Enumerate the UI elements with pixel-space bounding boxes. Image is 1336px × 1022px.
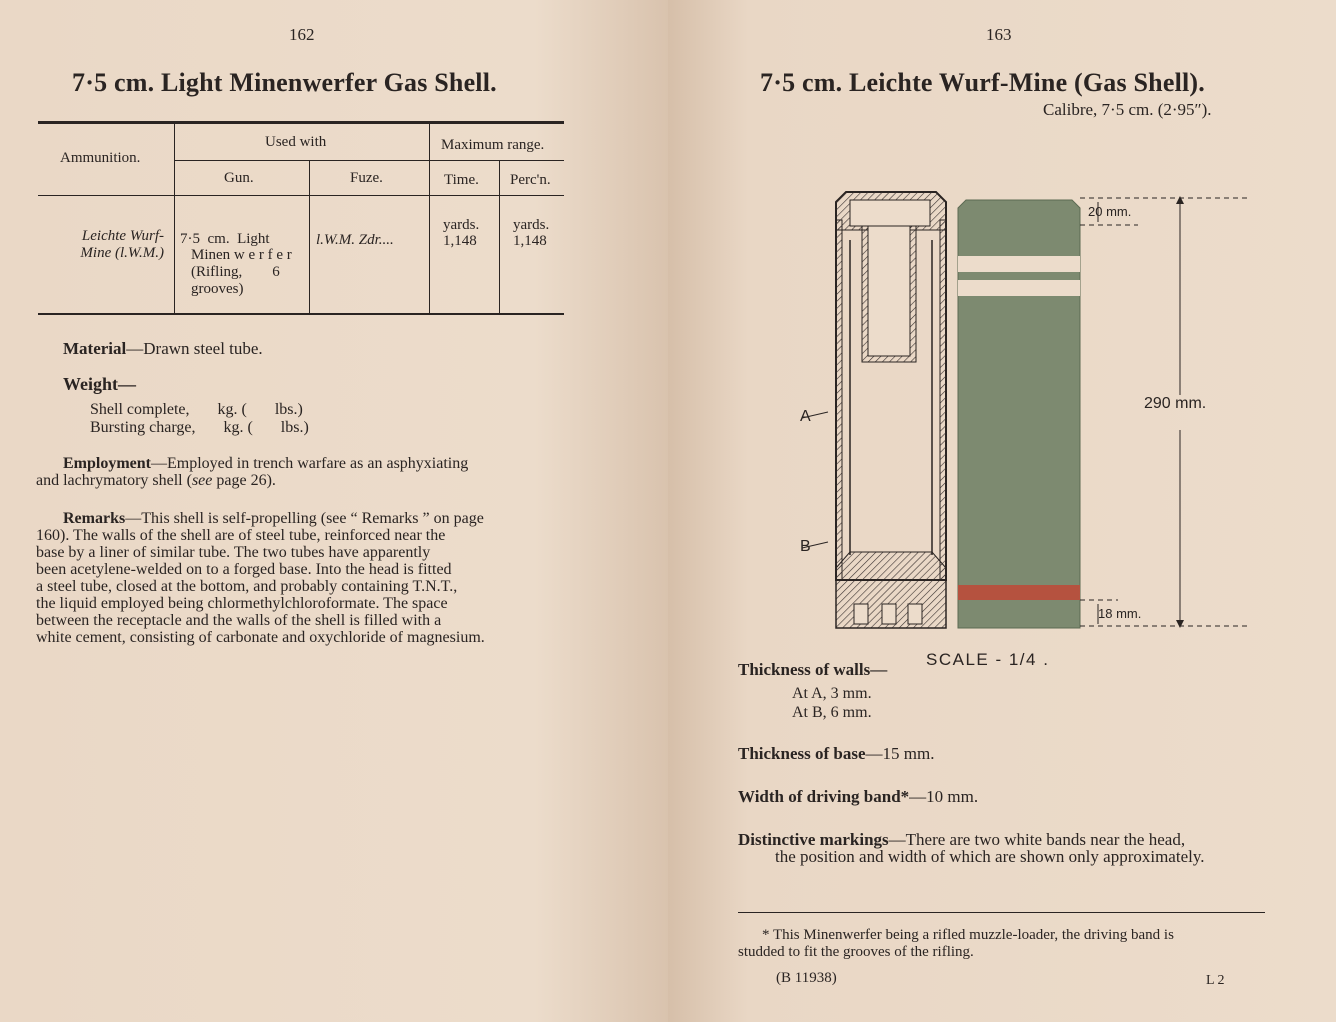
material-label: Material <box>63 339 127 358</box>
remarks-label: Remarks <box>63 510 126 527</box>
thickness-walls-label: Thickness of walls— <box>738 660 888 679</box>
markings-label: Distinctive markings <box>738 830 889 849</box>
remarks-line-3: base by a liner of similar tube. The two tubes have apparently <box>36 544 431 561</box>
footnote-line-2: studded to fit the grooves of the rifling. <box>738 944 974 960</box>
thickness-walls-b: At B, 6 mm. <box>792 704 872 721</box>
right-page <box>668 0 1336 1022</box>
remarks-line-7: between the receptacle and the walls of the shell is filled with a <box>36 612 442 629</box>
thickness-base-text: —15 mm. <box>865 744 935 763</box>
header-max-range: Maximum range. <box>441 137 545 153</box>
remarks-line-1: —This shell is self-propelling (see “ Remarks ” on page <box>125 510 484 527</box>
header-percn: Perc'n. <box>510 172 551 188</box>
header-fuze: Fuze. <box>350 170 383 186</box>
scale-label: SCALE - 1/4 . <box>926 650 1050 669</box>
cell-time-value: 1,148 <box>443 233 477 249</box>
markings-text-2: the position and width of which are shown only approximately. <box>775 847 1205 866</box>
remarks-line-5: a steel tube, closed at the bottom, and probably containing T.N.T., <box>36 578 458 595</box>
header-used-with: Used with <box>265 134 327 150</box>
driving-band-label: Width of driving band* <box>738 787 910 806</box>
signature-mark: L 2 <box>1206 973 1225 988</box>
cell-ammunition-2: Mine (l.W.M.) <box>80 245 164 261</box>
header-time: Time. <box>444 172 479 188</box>
remarks-line-2: 160). The walls of the shell are of steel tube, reinforced near the <box>36 527 446 544</box>
thickness-base-paragraph <box>738 745 934 762</box>
remarks-paragraph <box>36 510 568 646</box>
header-ammunition: Ammunition. <box>60 150 141 166</box>
thickness-walls-a: At A, 3 mm. <box>792 685 872 702</box>
dim-top: 20 mm. <box>1088 204 1132 219</box>
page-number-right: 163 <box>986 25 1012 44</box>
cell-percn-unit: yards. <box>513 217 550 233</box>
cell-gun-3: (Rifling, 6 <box>191 264 280 280</box>
material-paragraph <box>63 340 263 357</box>
employment-see: see <box>191 472 213 489</box>
material-text: —Drawn steel tube. <box>126 339 263 358</box>
driving-band-text: —10 mm. <box>909 787 979 806</box>
cell-fuze: l.W.M. Zdr.... <box>316 232 394 248</box>
employment-paragraph <box>36 455 566 489</box>
cell-time-unit: yards. <box>443 217 480 233</box>
employment-text-1: —Employed in trench warfare as an asphyxiating <box>151 455 469 472</box>
cell-gun-4: grooves) <box>191 281 244 297</box>
cell-gun-1: 7·5 cm. Light <box>180 231 270 247</box>
markings-paragraph <box>738 831 1204 865</box>
dim-length: 290 mm. <box>1144 395 1207 412</box>
page-number-left: 162 <box>289 25 315 44</box>
thickness-base-label: Thickness of base <box>738 744 866 763</box>
cell-percn-value: 1,148 <box>513 233 547 249</box>
page-title-right: 7·5 cm. Leichte Wurf-Mine (Gas Shell). <box>760 68 1205 97</box>
label-a: A <box>800 408 811 425</box>
calibre-line: Calibre, 7·5 cm. (2·95″). <box>1043 100 1212 119</box>
employment-text-3: page 26). <box>212 472 276 489</box>
markings-text-1: —There are two white bands near the head, <box>888 830 1186 849</box>
footnote <box>738 927 1174 961</box>
footnote-rule <box>738 912 1265 913</box>
footnote-line-1: * This Minenwerfer being a rifled muzzle-loader, the driving band is <box>762 927 1174 943</box>
cell-ammunition-1: Leichte Wurf- <box>81 228 164 244</box>
employment-text-2: and lachrymatory shell ( <box>36 472 192 489</box>
print-code: (B 11938) <box>776 970 837 986</box>
header-gun: Gun. <box>224 170 254 186</box>
weight-line-2: Bursting charge, kg. ( lbs.) <box>90 419 309 436</box>
dim-bottom: 18 mm. <box>1098 606 1142 621</box>
remarks-line-4: been acetylene-welded on to a forged base. Into the head is fitted <box>36 561 452 578</box>
employment-label: Employment <box>63 455 151 472</box>
shell-section <box>836 192 946 628</box>
remarks-line-8: white cement, consisting of carbonate and oxychloride of magnesium. <box>36 629 485 646</box>
weight-line-1: Shell complete, kg. ( lbs.) <box>90 401 303 418</box>
label-b: B <box>800 538 811 555</box>
cell-gun-2: Minen w e r f e r <box>191 247 292 263</box>
remarks-line-6: the liquid employed being chlormethylchloroformate. The space <box>36 595 448 612</box>
driving-band-paragraph <box>738 788 978 805</box>
driving-band <box>958 585 1080 600</box>
page-title-left: 7·5 cm. Light Minenwerfer Gas Shell. <box>72 68 497 97</box>
shell-exterior <box>958 200 1080 628</box>
weight-label: Weight— <box>63 374 137 394</box>
